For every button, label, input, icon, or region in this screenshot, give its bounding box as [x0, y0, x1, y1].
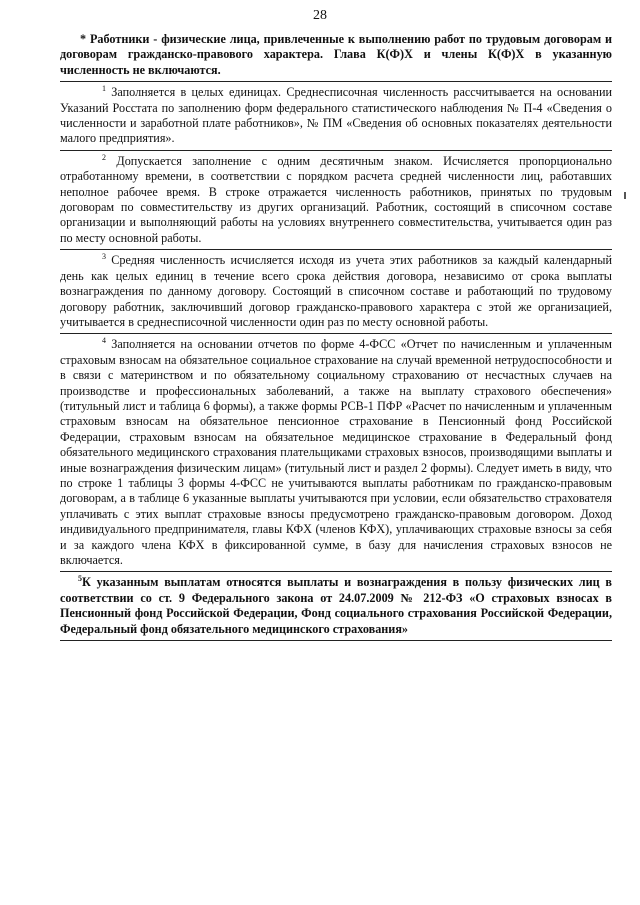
note-text: Заполняется в целых единицах. Среднесписочная численность рассчитывается на основании Указаний Росстата по заполнению форм федерального статистического наблюдения № П-4 «Сведения о численности и заработной плате работников», № ПМ «Сведения об основных показателях деятельности малого предприятия».: [60, 85, 612, 146]
note-mark: 4: [102, 336, 106, 346]
note-asterisk: [60, 32, 612, 78]
divider: [60, 333, 612, 334]
note-text: К указанным выплатам относятся выплаты и вознаграждения в пользу физических лиц в соответствии со ст. 9 Федерального закона от 24.07.2009 № 212-ФЗ «О страховых взносах в Пенсионный фонд Российской Федерации, Фонд социального страхования Российской Федерации, Федеральный фонд обязательного медицинского страхования»: [60, 575, 612, 636]
note-text: Допускается заполнение с одним десятичным знаком. Исчисляется пропорционально отработанному времени, в соответствии с порядком расчета средней численности лиц, работавших неполное рабочее время. В строке отражается численность работников, принятых по трудовым договорам по совместительству из других организаций. Работник, состоящий в списочном составе организации и выполняющий работы на условиях внутреннего совместительства, учитывается один раз по месту основной работы.: [60, 153, 612, 245]
scan-artifact: [624, 192, 626, 199]
note-1: [60, 85, 612, 147]
note-mark: 5: [78, 574, 82, 584]
divider: [60, 249, 612, 250]
divider: [60, 640, 612, 641]
note-mark: 1: [102, 84, 106, 94]
note-5: [60, 575, 612, 637]
divider: [60, 81, 612, 82]
note-3: [60, 253, 612, 330]
note-2: [60, 154, 612, 246]
note-mark: 3: [102, 252, 106, 262]
note-text: Заполняется на основании отчетов по форме 4-ФСС «Отчет по начисленным и уплаченным страховым взносам на обязательное социальное страхование на случай временной нетрудоспособности и в связи с материнством и по обязательному социальному страхованию от несчастных случаев на производстве и профессиональных заболеваний, а также на выплату страхового обеспечения» (титульный лист и таблица 6 формы), а также формы РСВ-1 ПФР «Расчет по начисленным и уплаченным страховым взносам на обязательное пенсионное страхование в Пенсионный фонд Российской Федерации, страховым взносам на обязательное медицинское страхование в Федеральный фонд обязательного медицинского страхования плательщиками страховых взносов, производящими выплаты и иные вознаграждения физическим лицам» (титульный лист и раздел 2 формы). Следует иметь в виду, что по строке 1 таблицы 3 формы 4-ФСС не учитываются выплаты работникам по гражданско-правовым договорам, а в таблице 6 указанные выплаты учитываются при условии, если обязательство страхователя уплачивать с этих выплат страховые взносы предусмотрено гражданско-правовым договором. Доход индивидуального предпринимателя, главы КФХ (членов КФХ), уплачивающих страховые взносы за себя и за каждого члена КФХ в фиксированной сумме, в базу для начисления страховых взносов не включается.: [60, 337, 613, 567]
page-number: 28: [313, 8, 327, 23]
note-text: Средняя численность исчисляется исходя из учета этих работников за каждый календарный день как целых единиц в течение всего срока действия договора, независимо от срока выплаты вознаграждения по данному договору. Состоящий в списочном составе и работающий по трудовому договору работник, заключивший договор гражданско-правового характера с этой же организацией, учитывается в среднесписочной численности один раз по месту основной работы.: [60, 253, 612, 329]
divider: [60, 571, 612, 572]
note-text: Работники - физические лица, привлеченные к выполнению работ по трудовым договорам и договорам гражданско-правового характера. Глава К(Ф)Х и члены К(Ф)Х в указанную численность не включаются.: [60, 32, 612, 77]
note-4: [60, 337, 612, 568]
note-mark: 2: [102, 152, 106, 162]
divider: [60, 150, 612, 151]
note-mark: *: [80, 32, 87, 46]
footnotes: [60, 32, 612, 644]
